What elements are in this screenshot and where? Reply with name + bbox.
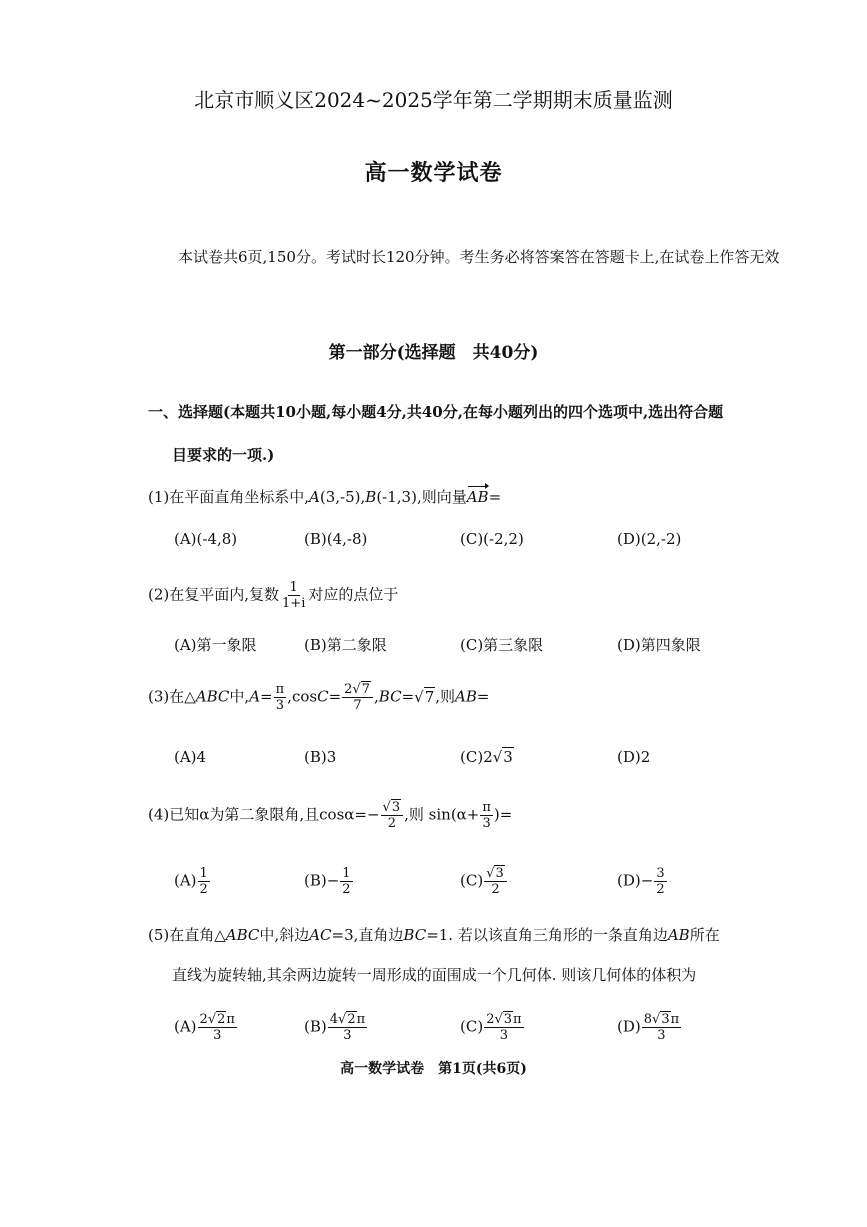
q1-point-b: B <box>365 488 377 506</box>
q4-opt-d-num: 3 <box>656 866 665 881</box>
q5-opt-c-den: 3 <box>499 1028 509 1043</box>
q4-cos-den: 2 <box>387 816 396 831</box>
q5-text-c: =1. 若以该直角三角形的一条直角边 <box>426 926 668 944</box>
q3-option-c <box>460 748 514 766</box>
q3-cos: ,cos <box>287 687 318 706</box>
q5-opt-a-label: (A) <box>174 1017 197 1036</box>
exam-instructions: 本试卷共6页,150分。考试时长120分钟。考生务必将答案答在答题卡上,在试卷上作答无效 <box>178 248 780 266</box>
q4-opt-a-label: (A) <box>174 871 197 890</box>
q4-sin-den: 3 <box>482 816 491 831</box>
q3-opt-c-label: (C) <box>460 748 484 766</box>
q4-text: (4)已知α为第二象限角,且cosα=− <box>148 805 380 824</box>
question-2-stem <box>148 580 398 611</box>
q3-a-den: 3 <box>275 698 285 713</box>
q3-side-bc: BC <box>378 687 402 706</box>
sqrt-icon: √3 <box>486 866 504 881</box>
q5-option-c <box>460 1012 525 1043</box>
q3-option-a: (A)4 <box>174 748 207 766</box>
q5-opt-c-pi: π <box>513 1012 522 1027</box>
sqrt-icon: √3 <box>382 800 401 815</box>
q5-opt-b-num <box>328 1012 367 1028</box>
q5-opt-b-pi: π <box>356 1012 366 1027</box>
q2-fraction <box>280 580 307 611</box>
q4-cos-rad: 3 <box>391 800 401 815</box>
q4-opt-c-num <box>484 866 507 882</box>
q4-tail: )= <box>493 805 513 824</box>
q3-frac-c <box>342 682 373 713</box>
q3-option-b: (B)3 <box>304 748 337 766</box>
q1-text: (1)在平面直角坐标系中, <box>148 488 310 506</box>
q2-text-tail: 对应的点位于 <box>308 585 399 604</box>
q4-cos-num <box>381 800 404 816</box>
question-5-stem <box>148 924 720 945</box>
q4-opt-a-num: 1 <box>199 866 208 881</box>
q5-text-b: 中,斜边 <box>259 926 310 944</box>
q3-eq1: = <box>260 687 273 706</box>
q1-option-d: (D)(2,-2) <box>617 530 682 548</box>
q3-a-num: π <box>275 682 285 697</box>
q5-opt-d-label: (D) <box>617 1017 641 1036</box>
q4-option-d <box>617 866 668 897</box>
q5-opt-b-label: (B) <box>304 1017 327 1036</box>
q4-frac-sin <box>480 800 493 831</box>
q3-frac-a <box>274 682 287 713</box>
q3-text-c: ,则 <box>435 687 456 706</box>
q5-opt-d-num <box>642 1012 681 1028</box>
q4-opt-c-frac <box>484 866 507 897</box>
q5-side-ac: AC <box>309 926 332 944</box>
question-4-stem <box>148 800 512 831</box>
q1-coord-a: (3,-5), <box>319 488 366 506</box>
q5-opt-a-coef: 2 <box>199 1012 208 1027</box>
q4-frac-cos <box>381 800 404 831</box>
question-3-stem <box>148 682 489 713</box>
q5-opt-b-rad: 2 <box>347 1012 356 1027</box>
question-1-stem <box>148 486 501 507</box>
q5-side-ab: AB <box>667 926 690 944</box>
section-heading-line1: 一、选择题(本题共10小题,每小题4分,共40分,在每小题列出的四个选项中,选出符合题 <box>148 403 724 421</box>
q3-text: (3)在△ <box>148 687 196 706</box>
q4-opt-a-den: 2 <box>199 882 208 897</box>
q5-option-a <box>174 1012 238 1043</box>
q5-opt-a-den: 3 <box>213 1028 222 1043</box>
q1-coord-b: (-1,3),则向量 <box>376 488 467 506</box>
q5-opt-d-pi: π <box>670 1012 680 1027</box>
q5-opt-d-frac <box>642 1012 681 1043</box>
q4-opt-c-den: 2 <box>491 882 500 897</box>
q3-c-num <box>342 682 373 698</box>
q2-option-c: (C)第三象限 <box>460 636 544 654</box>
q3-text-b: 中, <box>229 687 250 706</box>
q5-side-bc: BC <box>403 926 427 944</box>
q1-equals: = <box>488 488 502 506</box>
q1-option-b: (B)(4,-8) <box>304 530 368 548</box>
q5-opt-a-frac <box>198 1012 237 1043</box>
q3-equals: = <box>476 687 490 706</box>
q5-opt-a-rad: 2 <box>217 1012 226 1027</box>
q5-opt-a-num <box>198 1012 237 1028</box>
q5-opt-d-rad: 3 <box>661 1012 670 1027</box>
q3-bc-eq: = <box>401 687 415 706</box>
sqrt-icon: √3 <box>492 748 513 766</box>
q3-triangle: ABC <box>195 687 230 706</box>
q4-option-c <box>460 866 508 897</box>
sqrt-icon: √7 <box>352 682 370 697</box>
q5-opt-a-pi: π <box>226 1012 235 1027</box>
q3-angle-a: A <box>249 687 261 706</box>
q4-opt-d-label: (D)− <box>617 871 654 890</box>
q4-opt-b-frac <box>340 866 352 897</box>
sqrt-icon: √3 <box>494 1012 513 1027</box>
q2-text: (2)在复平面内,复数 <box>148 585 280 604</box>
q3-comma: , <box>374 687 379 706</box>
q4-sin-num: π <box>482 800 491 815</box>
q3-side-ab: AB <box>455 687 477 706</box>
q5-opt-b-den: 3 <box>343 1028 352 1043</box>
q5-opt-b-frac <box>328 1012 367 1043</box>
q1-vector-ab: AB <box>466 488 489 506</box>
q4-option-b <box>304 866 354 897</box>
q4-text-b: ,则 sin(α+ <box>404 805 480 824</box>
q1-option-a: (A)(-4,8) <box>174 530 238 548</box>
exam-subtitle: 高一数学试卷 <box>364 160 503 186</box>
q5-opt-d-den: 3 <box>657 1028 666 1043</box>
q2-option-a: (A)第一象限 <box>174 636 257 654</box>
q4-opt-b-den: 2 <box>342 882 351 897</box>
q5-opt-c-label: (C) <box>460 1017 484 1036</box>
q5-ac-val: =3,直角边 <box>331 926 404 944</box>
sqrt-icon: √2 <box>207 1012 226 1027</box>
q3-option-d: (D)2 <box>617 748 651 766</box>
q3-c-coef: 2 <box>344 682 353 697</box>
q5-opt-b-coef: 4 <box>329 1012 339 1027</box>
q5-opt-c-coef: 2 <box>486 1012 495 1027</box>
sqrt-icon: √3 <box>652 1012 670 1027</box>
q5-opt-c-frac <box>484 1012 523 1043</box>
q5-text-d: 所在 <box>689 926 720 944</box>
sqrt-icon: √7 <box>414 687 435 706</box>
page-footer: 高一数学试卷 第1页(共6页) <box>340 1061 527 1077</box>
q3-c-den: 7 <box>353 698 362 713</box>
q4-opt-c-label: (C) <box>460 871 484 890</box>
q2-frac-den: 1+i <box>282 596 306 611</box>
q5-opt-c-num <box>484 1012 523 1028</box>
q2-option-b: (B)第二象限 <box>304 636 387 654</box>
q5-opt-c-rad: 3 <box>503 1012 513 1027</box>
q5-text: (5)在直角△ <box>148 926 226 944</box>
q5-option-d <box>617 1012 682 1043</box>
q4-opt-c-rad: 3 <box>495 866 504 881</box>
section-heading-line2: 目要求的一项.) <box>172 446 275 464</box>
q3-opt-c-rad: 3 <box>503 748 513 766</box>
q4-option-a <box>174 866 211 897</box>
q3-eq2: = <box>328 687 342 706</box>
q5-triangle: ABC <box>225 926 260 944</box>
q3-c-rad: 7 <box>361 682 370 697</box>
q4-opt-d-den: 2 <box>656 882 665 897</box>
q5-opt-d-coef: 8 <box>643 1012 653 1027</box>
q3-opt-c-coef: 2 <box>483 748 493 766</box>
q5-option-b <box>304 1012 368 1043</box>
sqrt-icon: √2 <box>338 1012 356 1027</box>
q4-opt-b-num: 1 <box>342 866 351 881</box>
q2-frac-num: 1 <box>289 580 298 595</box>
q3-bc-rad: 7 <box>424 687 435 706</box>
q2-option-d: (D)第四象限 <box>617 636 701 654</box>
q1-point-a: A <box>309 488 320 506</box>
q4-opt-d-frac <box>654 866 666 897</box>
q3-angle-c: C <box>317 687 329 706</box>
q4-opt-b-label: (B)− <box>304 871 340 890</box>
exam-title: 北京市顺义区2024~2025学年第二学期期末质量监测 <box>194 88 673 112</box>
question-5-line2: 直线为旋转轴,其余两边旋转一周形成的面围成一个几何体. 则该几何体的体积为 <box>172 966 697 984</box>
q4-opt-a-frac <box>198 866 210 897</box>
q1-option-c: (C)(-2,2) <box>460 530 524 548</box>
part-one-heading: 第一部分(选择题 共40分) <box>328 343 539 363</box>
